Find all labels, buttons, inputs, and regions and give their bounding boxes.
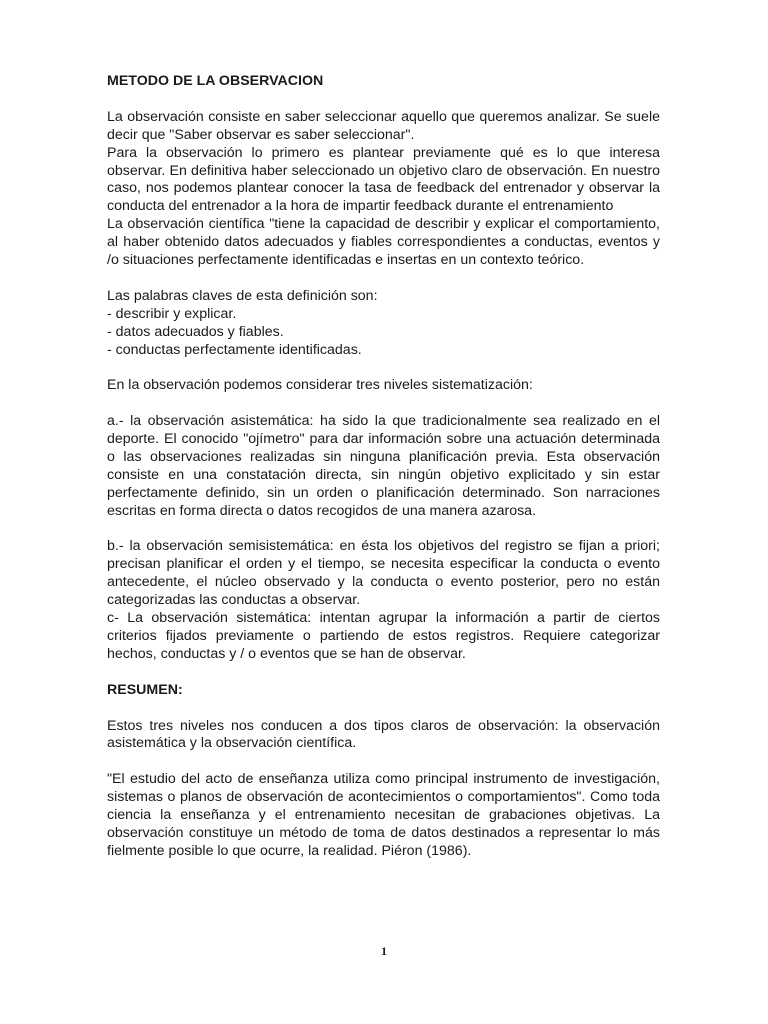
- keyword-item: - datos adecuados y fiables.: [107, 323, 284, 340]
- document-title: METODO DE LA OBSERVACION: [107, 73, 324, 89]
- intro-paragraph-2: Para la observación lo primero es plantear previamente qué es lo que interesa observar. En definitiva haber seleccionado un objetivo claro de observación. En nuestro caso, nos podemos plantear conocer la tasa de feedback del entrenador y observar la conducta del entrenador a la hora de impartir feedback durante el entrenamiento: [107, 144, 660, 215]
- levels-intro: En la observación podemos considerar tres niveles sistematización:: [107, 377, 533, 394]
- keyword-item: - conductas perfectamente identificadas.: [107, 341, 362, 358]
- intro-paragraph-1: La observación consiste en saber seleccionar aquello que queremos analizar. Se suele decir que "Saber observar es saber seleccionar".: [107, 108, 660, 143]
- level-a-paragraph: a.- la observación asistemática: ha sido la que tradicionalmente sea realizado en el deporte. El conocido "ojímetro" para dar información sobre una actuación determinada o las observaciones realizadas sin ninguna planificación previa. Esta observación consiste en una constatación directa, sin ningún objetivo explicitado y sin estar perfectamente definido, sin un orden o planificación determinado. Son narraciones escritas en forma directa o datos recogidos de una manera azarosa.: [107, 413, 660, 519]
- keywords-intro: Las palabras claves de esta definición son:: [107, 287, 378, 304]
- intro-paragraph-3: La observación científica "tiene la capacidad de describir y explicar el comportamiento, al haber obtenido datos adecuados y fiables correspondientes a conductas, eventos y /o situaciones perfectamente identificadas e insertas en un contexto teórico.: [107, 216, 660, 269]
- level-b-paragraph: b.- la observación semisistemática: en ésta los objetivos del registro se fijan a priori; precisan planificar el orden y el tiempo, se necesita especificar la conducta o evento antecedente, el núcleo observado y la conducta o evento posterior, pero no están categorizadas las conductas a observar.: [107, 538, 660, 609]
- document-body: [107, 73, 660, 861]
- summary-heading: RESUMEN:: [107, 681, 183, 698]
- summary-paragraph-2: "El estudio del acto de enseñanza utiliza como principal instrumento de investigación, sistemas o planos de observación de acontecimientos o comportamientos". Como toda ciencia la enseñanza y el entrenamiento necesitan de grabaciones objetivas. La observación constituye un método de toma de datos destinados a representar lo más fielmente posible lo que ocurre, la realidad. Piéron (1986).: [107, 771, 660, 859]
- page-number: 1: [381, 944, 387, 958]
- summary-paragraph-1: Estos tres niveles nos conducen a dos tipos claros de observación: la observación asistemática y la observación científica.: [107, 717, 660, 752]
- level-c-paragraph: c- La observación sistemática: intentan agrupar la información a partir de ciertos criterios fijados previamente o partiendo de estos registros. Requiere categorizar hechos, conductas y / o eventos que se han de observar.: [107, 610, 660, 662]
- keyword-item: - describir y explicar.: [107, 305, 237, 322]
